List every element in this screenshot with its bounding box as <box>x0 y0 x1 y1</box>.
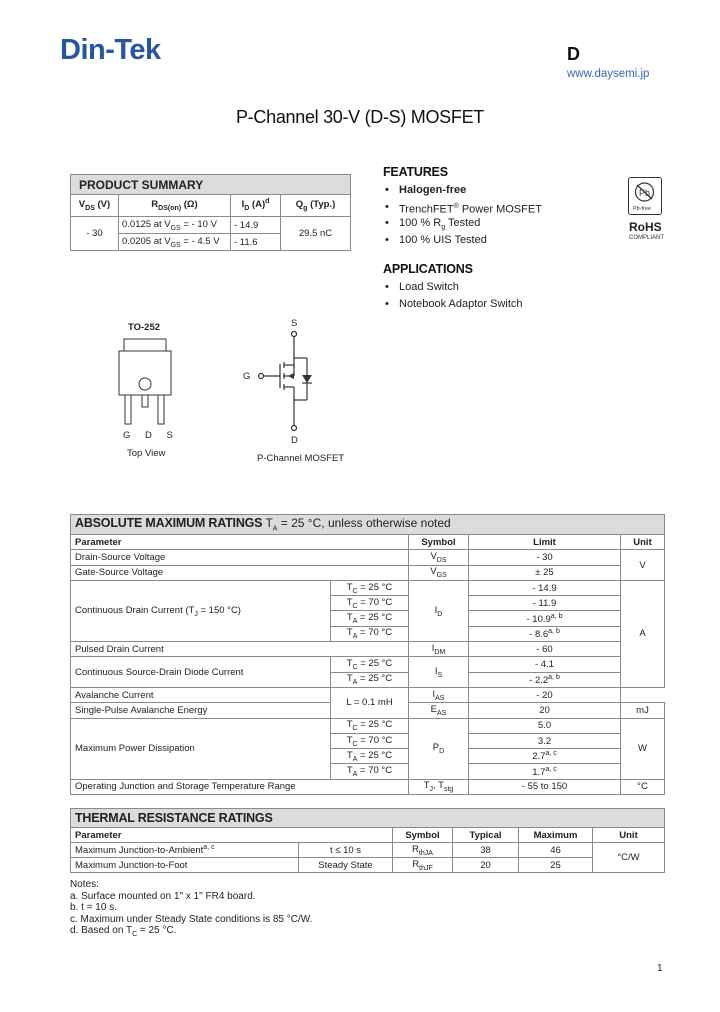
table-row: Continuous Drain Current ($T_J = 150$ °C) $T_C = 25$ °C $I_D$ - 14.9 A <box>71 580 665 595</box>
p-channel-mosfet-symbol-icon <box>250 328 320 436</box>
table-row: Single-Pulse Avalanche Energy $E_{AS}$ 20 mJ <box>71 703 665 718</box>
thermal-resistance-table <box>70 808 665 873</box>
amr-heading: ABSOLUTE MAXIMUM RATINGS $T_A = 25$ °C, unless otherwise noted <box>71 515 665 535</box>
vds-value: - 30 <box>71 217 119 251</box>
col-id: $I_D$ $(A)^d$ <box>231 195 281 217</box>
rds-value-1: 0.0125 at $V_{GS}$ = - 10 V <box>119 217 231 234</box>
qg-value: 29.5 nC <box>281 217 351 251</box>
amr-col-parameter: Parameter <box>71 535 409 550</box>
pb-free-icon <box>628 177 662 215</box>
rohs-label: RoHS <box>629 220 662 234</box>
amr-col-limit: Limit <box>469 535 621 550</box>
applications-heading: APPLICATIONS <box>383 262 473 276</box>
col-rds: $R_{DS(on)}$ (Ω) <box>119 195 231 217</box>
table-row: Pulsed Drain Current $I_{DM}$ - 60 <box>71 642 665 657</box>
thermal-col-parameter: Parameter <box>71 828 393 843</box>
thermal-heading: THERMAL RESISTANCE RATINGS <box>71 809 665 828</box>
feature-item: • Halogen-free <box>383 182 542 199</box>
pin-s-label: S <box>291 318 298 329</box>
table-row: Avalanche Current L = 0.1 mH $I_{AS}$ - 20 <box>71 687 665 702</box>
id-value-1: - 14.9 <box>231 217 281 234</box>
amr-col-symbol: Symbol <box>409 535 469 550</box>
package-view-label: Top View <box>127 448 166 459</box>
table-row: $T_A = 25$ °C 2.7$^{a, c}$ <box>71 749 665 764</box>
absolute-maximum-ratings-table <box>70 514 665 795</box>
to252-package-icon <box>115 335 175 430</box>
thermal-col-unit: Unit <box>593 828 665 843</box>
table-row: Maximum Junction-to-Foot Steady State $R_{thJF}$ 20 25 <box>71 858 665 873</box>
mosfet-symbol-label: P-Channel MOSFET <box>257 453 345 464</box>
rohs-compliant-label: COMPLIANT <box>629 235 665 241</box>
document-letter: D <box>567 44 580 64</box>
table-row: Maximum Power Dissipation $T_C = 25$ °C $P_D$ 5.0 W <box>71 718 665 733</box>
features-list <box>383 182 542 248</box>
application-item: • Load Switch <box>383 279 523 296</box>
table-row: Continuous Source-Drain Diode Current $T_C = 25$ °C $I_S$ - 4.1 <box>71 657 665 672</box>
features-heading: FEATURES <box>383 165 448 179</box>
feature-item: • 100 % $R_g$ Tested <box>383 215 542 232</box>
amr-col-unit: Unit <box>621 535 665 550</box>
product-summary-heading: PRODUCT SUMMARY <box>71 175 351 195</box>
feature-item: • 100 % UIS Tested <box>383 232 542 249</box>
table-row: $T_A = 25$ °C - 10.9$^{a, b}$ <box>71 611 665 626</box>
application-item: • Notebook Adaptor Switch <box>383 296 523 313</box>
feature-item: • TrenchFET® Power MOSFET <box>383 199 542 216</box>
package-pin-labels: G D S <box>123 430 179 441</box>
page-number: 1 <box>657 963 663 974</box>
table-row: $T_C = 70$ °C 3.2 <box>71 733 665 748</box>
thermal-col-typical: Typical <box>453 828 519 843</box>
table-row: Maximum Junction-to-Ambient$^{a, c}$ t ≤ 10 s $R_{thJA}$ 38 46 °C/W <box>71 843 665 858</box>
col-qg: $Q_g$ (Typ.) <box>281 195 351 217</box>
package-name: TO-252 <box>128 322 161 333</box>
thermal-col-maximum: Maximum <box>519 828 593 843</box>
company-logo: Din-Tek <box>60 34 161 66</box>
thermal-col-symbol: Symbol <box>393 828 453 843</box>
table-row: $T_A = 70$ °C - 8.6$^{a, b}$ <box>71 626 665 641</box>
notes: Notes: a. Surface mounted on 1" x 1" FR4 board. b. t = 10 s. c. Maximum under Steady State conditions is 85 °C/W. d. Based on $T_C = 25$ °C. <box>70 879 313 939</box>
table-row: $T_C = 70$ °C - 11.9 <box>71 596 665 611</box>
table-row: Operating Junction and Storage Temperature Range $T_J$, $T_{stg}$ - 55 to 150 °C <box>71 779 665 794</box>
website-link[interactable]: www.daysemi.jp <box>567 68 650 80</box>
table-row: Drain-Source Voltage $V_{DS}$ - 30 V <box>71 550 665 565</box>
pin-g-label: G <box>243 371 251 382</box>
col-vds: $V_{DS}$ (V) <box>71 195 119 217</box>
applications-list <box>383 279 523 312</box>
table-row: $T_A = 70$ °C 1.7$^{a, c}$ <box>71 764 665 779</box>
rds-value-2: 0.0205 at $V_{GS}$ = - 4.5 V <box>119 234 231 251</box>
page-title: P-Channel 30-V (D-S) MOSFET <box>236 107 484 127</box>
pin-d-label: D <box>291 435 298 446</box>
id-value-2: - 11.6 <box>231 234 281 251</box>
svg-text:Pb-free: Pb-free <box>633 206 652 212</box>
table-row: $T_A = 25$ °C - 2.2$^{a, b}$ <box>71 672 665 687</box>
svg-text:Pb: Pb <box>639 188 651 198</box>
table-row: Gate-Source Voltage $V_{GS}$ ± 25 <box>71 565 665 580</box>
product-summary-table <box>70 174 351 251</box>
